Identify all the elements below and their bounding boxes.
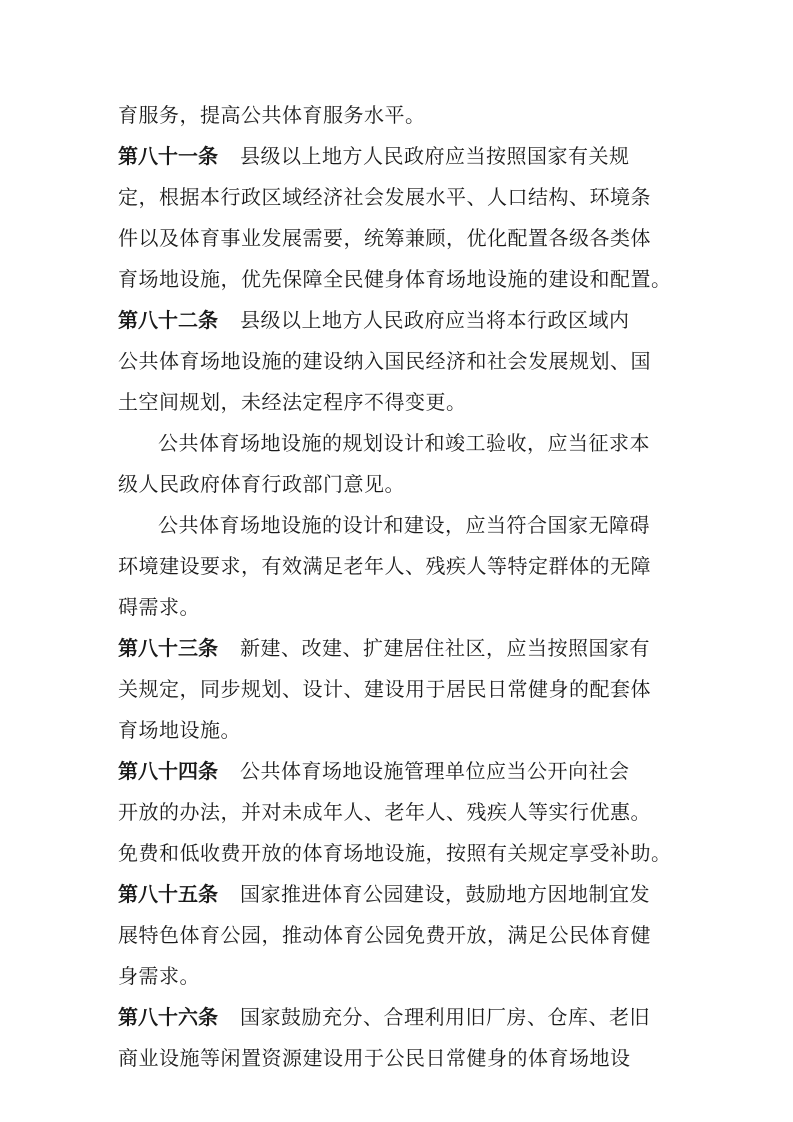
text-line: 育场地设施，优先保障全民健身体育场地设施的建设和配置。 (118, 267, 672, 291)
article-86-line: 第八十六条 国家鼓励充分、合理利用旧厂房、仓库、老旧 (118, 1005, 650, 1029)
article-heading: 第八十二条 (118, 308, 218, 332)
text-line: 土空间规划，未经法定程序不得变更。 (118, 390, 467, 414)
article-84-line: 第八十四条 公共体育场地设施管理单位应当公开向社会 (118, 759, 630, 783)
text-line: 公共体育场地设施的规划设计和竣工验收，应当征求本 (158, 431, 650, 455)
text-line: 公共体育场地设施的设计和建设，应当符合国家无障碍 (158, 513, 650, 537)
text-line: 商业设施等闲置资源建设用于公民日常健身的体育场地设 (118, 1046, 631, 1070)
article-82-line: 第八十二条 县级以上地方人民政府应当将本行政区域内 (118, 308, 630, 332)
text-line: 展特色体育公园，推动体育公园免费开放，满足公民体育健 (118, 923, 651, 947)
text-line: 公共体育场地设施的建设纳入国民经济和社会发展规划、国 (118, 349, 651, 373)
article-heading: 第八十三条 (118, 636, 218, 660)
text-line: 开放的办法，并对未成年人、老年人、残疾人等实行优惠。 (118, 800, 651, 824)
article-heading: 第八十五条 (118, 882, 218, 906)
article-83-line: 第八十三条 新建、改建、扩建居住社区，应当按照国家有 (118, 636, 650, 660)
text-line: 碍需求。 (118, 595, 200, 619)
article-81-line: 第八十一条 县级以上地方人民政府应当按照国家有关规 (118, 144, 630, 168)
text-line: 件以及体育事业发展需要，统筹兼顾，优化配置各级各类体 (118, 226, 651, 250)
article-heading: 第八十四条 (118, 759, 218, 783)
text-line: 育服务，提高公共体育服务水平。 (118, 103, 426, 127)
text-line: 级人民政府体育行政部门意见。 (118, 472, 405, 496)
text-line: 定，根据本行政区域经济社会发展水平、人口结构、环境条 (118, 185, 651, 209)
text-line: 关规定，同步规划、设计、建设用于居民日常健身的配套体 (118, 677, 651, 701)
text-line: 育场地设施。 (118, 718, 241, 742)
article-85-line: 第八十五条 国家推进体育公园建设，鼓励地方因地制宜发 (118, 882, 650, 906)
article-heading: 第八十六条 (118, 1005, 218, 1029)
article-heading: 第八十一条 (118, 144, 218, 168)
text-line: 环境建设要求，有效满足老年人、残疾人等特定群体的无障 (118, 554, 651, 578)
text-line: 身需求。 (118, 964, 200, 988)
text-line: 免费和低收费开放的体育场地设施，按照有关规定享受补助。 (118, 841, 672, 865)
